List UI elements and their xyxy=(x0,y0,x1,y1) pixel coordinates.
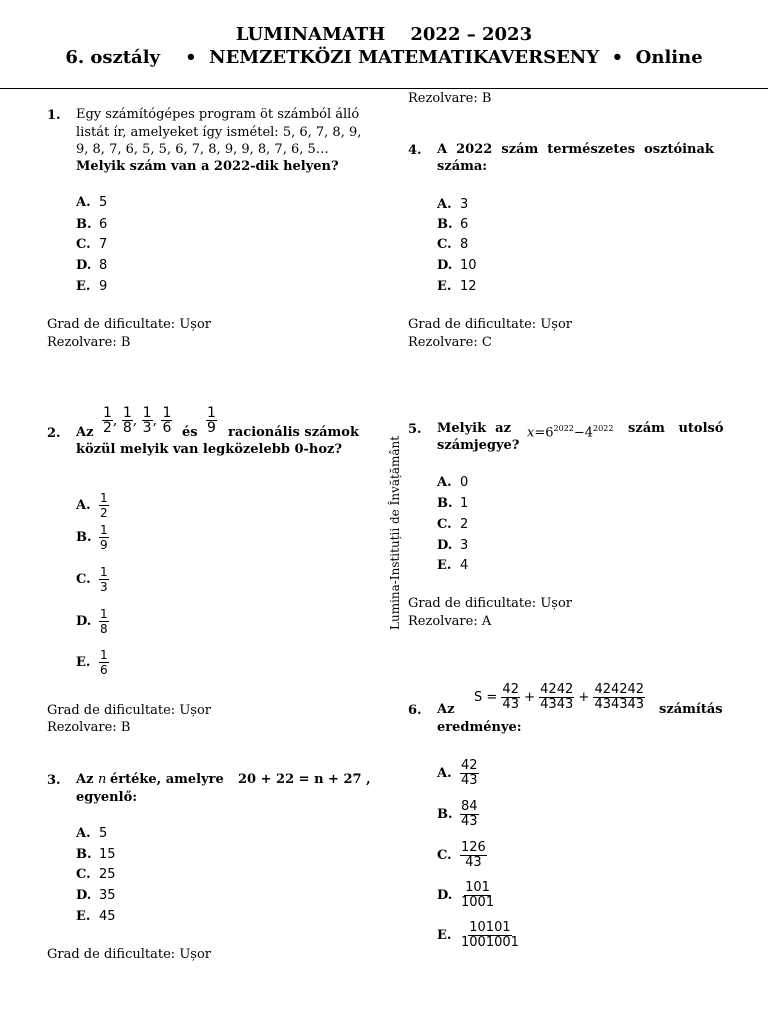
option-letter: C. xyxy=(76,572,91,587)
fraction: $\frac{1}{2}$ xyxy=(103,405,112,436)
question-number: 6. xyxy=(408,703,422,718)
option-a[interactable] xyxy=(76,825,107,843)
option-value: $\frac{101}{1001}$ xyxy=(461,880,495,910)
option-value: $\frac{84}{43}$ xyxy=(461,799,478,829)
option-b[interactable] xyxy=(437,216,468,234)
side-label: Lumina-Instituții de Învățământ xyxy=(388,435,402,630)
difficulty-label: Grad de dificultate: Ușor xyxy=(408,596,572,611)
question-text: Egy számítógépes program öt számból álló xyxy=(76,107,360,122)
fraction: $\frac{4242}{4343}$ xyxy=(540,682,574,712)
solution-label: Rezolvare: C xyxy=(408,335,492,350)
option-value: 3 xyxy=(460,538,469,553)
fraction: $\frac{42}{43}$ xyxy=(502,682,519,712)
option-value: $\frac{1}{3}$ xyxy=(100,565,108,594)
option-value: 4 xyxy=(460,558,469,573)
option-value: 5 xyxy=(99,195,108,210)
solution-label: Rezolvare: A xyxy=(408,614,492,629)
fraction: $\frac{424242}{434343}$ xyxy=(594,682,645,712)
option-letter: A. xyxy=(437,197,452,212)
option-value: 45 xyxy=(99,909,116,924)
option-value: 3 xyxy=(460,197,469,212)
option-letter: E. xyxy=(437,928,452,943)
question-number: 4. xyxy=(408,143,422,158)
option-letter: A. xyxy=(437,766,452,781)
option-value: 12 xyxy=(460,279,477,294)
option-e[interactable] xyxy=(437,921,520,950)
solution-label: Rezolvare: B xyxy=(47,720,131,735)
option-value: 5 xyxy=(99,826,108,841)
option-letter: D. xyxy=(76,258,92,273)
option-letter: D. xyxy=(76,614,92,629)
option-letter: E. xyxy=(76,655,91,670)
option-letter: E. xyxy=(76,279,91,294)
option-c[interactable] xyxy=(437,236,468,254)
question-text: racionális számok xyxy=(228,425,359,440)
difficulty-label: Grad de dificultate: Ușor xyxy=(47,947,211,962)
option-value: 6 xyxy=(99,217,108,232)
option-e[interactable] xyxy=(76,908,116,926)
header-subtitle: 6. osztály • NEMZETKÖZI MATEMATIKAVERSENY • Online xyxy=(65,47,703,68)
option-a[interactable] xyxy=(437,474,468,492)
option-c[interactable] xyxy=(76,236,107,254)
option-letter: B. xyxy=(76,847,92,862)
option-c[interactable] xyxy=(437,841,487,870)
option-value: $\frac{1}{9}$ xyxy=(100,523,108,552)
fraction: $\frac{1}{9}$ xyxy=(207,405,216,436)
question-text: Melyik az xyxy=(437,421,511,436)
header-title: LUMINAMATH 2022 – 2023 xyxy=(235,24,533,45)
option-b[interactable] xyxy=(76,523,109,552)
option-letter: C. xyxy=(437,237,452,252)
question-text: és xyxy=(182,425,198,440)
fraction: $\frac{1}{3}$ xyxy=(142,405,152,436)
option-letter: C. xyxy=(437,517,452,532)
difficulty-label: Grad de dificultate: Ușor xyxy=(408,317,572,332)
option-value: $\frac{1}{2}$ xyxy=(100,491,108,520)
option-letter: B. xyxy=(76,217,92,232)
option-value: 2 xyxy=(460,517,469,532)
option-c[interactable] xyxy=(437,516,468,534)
fraction-list: $\frac{1}{2}$ , $\frac{1}{8}$ , $\frac{1}{3}$ , $\frac{1}{6}$ xyxy=(103,405,172,436)
question-number: 2. xyxy=(47,426,61,441)
question-prompt: számjegye? xyxy=(437,438,520,453)
option-letter: D. xyxy=(437,258,453,273)
question-prompt: eredménye: xyxy=(437,720,522,735)
option-d[interactable] xyxy=(437,881,495,910)
variable-n: n xyxy=(98,772,107,787)
option-value: 25 xyxy=(99,867,116,882)
question-text: Az xyxy=(437,702,455,717)
option-d[interactable] xyxy=(437,537,468,555)
option-a[interactable] xyxy=(76,481,109,520)
question-text: értéke, amelyre xyxy=(110,772,224,787)
option-letter: D. xyxy=(76,888,92,903)
option-value: $\frac{10101}{1001001}$ xyxy=(461,920,519,950)
option-value: 1 xyxy=(460,496,469,511)
difficulty-label: Grad de dificultate: Ușor xyxy=(47,317,211,332)
option-c[interactable] xyxy=(76,565,109,594)
option-value: 9 xyxy=(99,279,108,294)
option-letter: D. xyxy=(437,538,453,553)
option-letter: B. xyxy=(76,530,92,545)
option-value: 15 xyxy=(99,847,116,862)
option-value: 10 xyxy=(460,258,477,273)
option-letter: E. xyxy=(437,558,452,573)
expression: $x=6^{2022}-4^{2022}$ xyxy=(527,424,614,441)
question-text: Az xyxy=(76,772,94,787)
question-number: 5. xyxy=(408,422,422,437)
option-d[interactable] xyxy=(437,257,477,275)
option-letter: B. xyxy=(437,496,453,511)
option-letter: C. xyxy=(76,867,91,882)
option-value: 8 xyxy=(99,258,108,273)
option-value: $\frac{1}{8}$ xyxy=(100,607,108,636)
question-text: számítás xyxy=(659,702,723,717)
question-text: száma: xyxy=(437,159,488,174)
option-a[interactable] xyxy=(437,759,479,788)
option-letter: C. xyxy=(76,237,91,252)
option-e[interactable] xyxy=(437,278,477,296)
fraction: $\frac{1}{8}$ xyxy=(122,405,132,436)
option-letter: B. xyxy=(437,217,453,232)
option-e[interactable] xyxy=(437,557,468,575)
question-text: szám utolsó xyxy=(628,421,724,436)
option-value: $\frac{42}{43}$ xyxy=(461,758,478,788)
option-letter: A. xyxy=(76,826,91,841)
question-text: 9, 8, 7, 6, 5, 5, 6, 7, 8, 9, 9, 8, 7, 6, 5… xyxy=(76,142,329,157)
solution-label: Rezolvare: B xyxy=(47,335,131,350)
option-c[interactable] xyxy=(76,866,116,884)
question-prompt: közül melyik van legközelebb 0-hoz? xyxy=(76,442,343,457)
option-value: 0 xyxy=(460,475,469,490)
option-a[interactable] xyxy=(76,194,107,212)
question-text: Az xyxy=(76,425,94,440)
fraction: $\frac{1}{6}$ xyxy=(162,405,172,436)
option-letter: B. xyxy=(437,807,453,822)
option-b[interactable] xyxy=(76,216,107,234)
question-prompt: egyenlő: xyxy=(76,790,138,805)
option-e[interactable] xyxy=(76,648,109,677)
question-text: listát ír, amelyeket így ismétel: 5, 6, 7, 8, 9, xyxy=(76,125,362,140)
option-a[interactable] xyxy=(437,196,468,214)
option-value: 6 xyxy=(460,217,469,232)
option-value: 8 xyxy=(460,237,469,252)
option-value: 35 xyxy=(99,888,116,903)
option-value: $\frac{1}{6}$ xyxy=(100,648,108,677)
option-value: 7 xyxy=(99,237,108,252)
difficulty-label: Grad de dificultate: Ușor xyxy=(47,703,211,718)
page-header xyxy=(0,0,768,89)
option-letter: C. xyxy=(437,848,452,863)
option-d[interactable] xyxy=(76,887,116,905)
option-b[interactable] xyxy=(437,495,468,513)
solution-label: Rezolvare: B xyxy=(408,91,492,106)
equation: 20 + 22 = n + 27 , xyxy=(238,772,371,787)
option-letter: E. xyxy=(76,909,91,924)
question-number: 3. xyxy=(47,773,61,788)
option-value: $\frac{126}{43}$ xyxy=(461,840,486,870)
option-b[interactable] xyxy=(76,846,116,864)
option-letter: E. xyxy=(437,279,452,294)
option-letter: A. xyxy=(437,475,452,490)
option-d[interactable] xyxy=(76,607,109,636)
option-d[interactable] xyxy=(76,257,107,275)
option-letter: D. xyxy=(437,888,453,903)
question-number: 1. xyxy=(47,108,61,123)
question-prompt: Melyik szám van a 2022-dik helyen? xyxy=(76,159,339,174)
option-letter: A. xyxy=(76,498,91,513)
sum-expression: S = $\frac{42}{43}$ + $\frac{4242}{4343}$ + $\frac{424242}{434343}$ xyxy=(474,682,645,712)
option-b[interactable] xyxy=(437,800,479,829)
question-text: A 2022 szám természetes osztóinak xyxy=(437,142,714,157)
option-letter: A. xyxy=(76,195,91,210)
option-e[interactable] xyxy=(76,278,107,296)
